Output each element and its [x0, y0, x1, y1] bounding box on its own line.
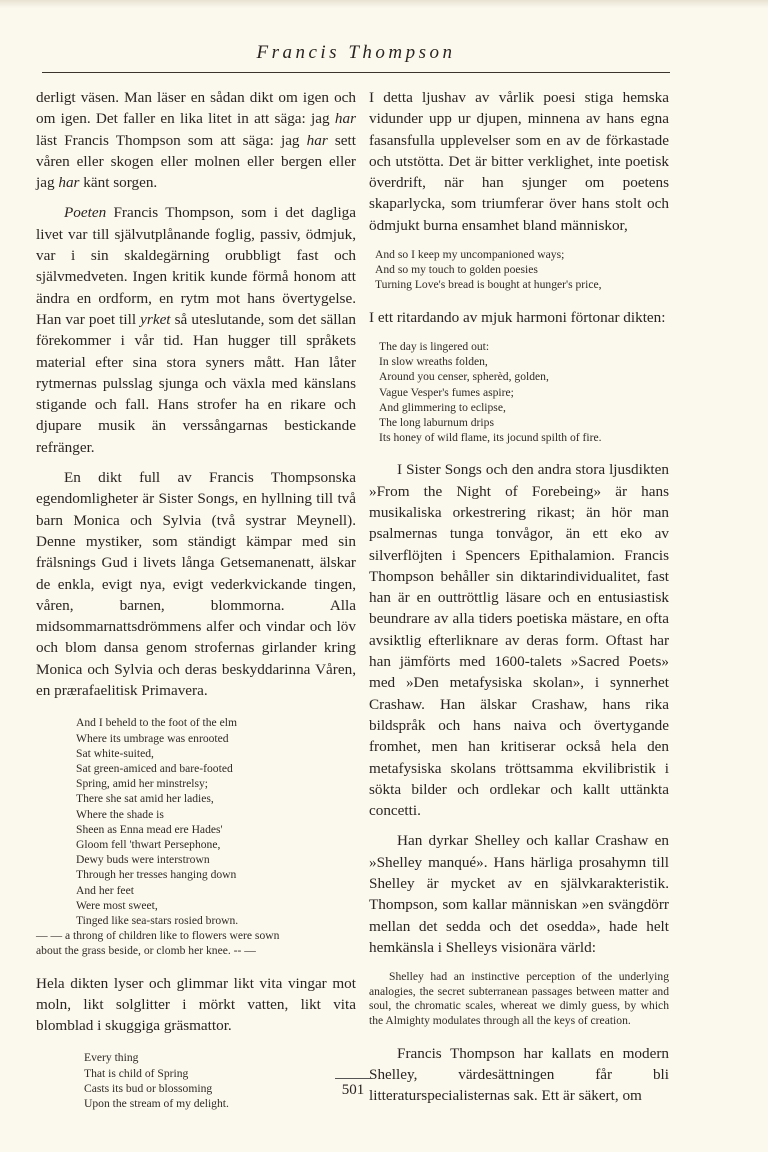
verse-line: Dewy buds were interstrown — [76, 853, 210, 867]
verse-line: Where the shade is — [76, 807, 164, 821]
right-column — [369, 87, 669, 1107]
verse-line: There she sat amid her ladies, — [76, 792, 214, 806]
verse-line: And so I keep my uncompanioned ways; — [375, 248, 565, 262]
verse-line: Its honey of wild flame, its jocund spilth of fire. — [379, 431, 602, 445]
running-head: Francis Thompson — [256, 42, 456, 63]
verse-quotation — [369, 339, 669, 445]
verse-line: And her feet — [76, 883, 134, 897]
paragraph: Han dyrkar Shelley och kallar Crashaw en »Shelley manqué». Hans härliga prosahymn till Shelley är mycket av en självkarakteristik. Thompson, som kallar människan »en svängdörr mellan det sedda och det osedda», hade helt hemkänsla i Shelleys visionära värld: — [369, 832, 669, 956]
verse-quotation — [36, 1050, 356, 1111]
verse-line: Sat white-suited, — [76, 746, 154, 760]
paragraph: I ett ritardando av mjuk harmoni förtonar dikten: — [369, 308, 666, 326]
verse-line: Tinged like sea-stars rosied brown. — [76, 913, 239, 927]
verse-line: And glimmering to eclipse, — [379, 400, 506, 414]
paragraph: Francis Thompson har kallats en modern Shelley, värdesättningen får bli litteraturspecialisternas sak. Ett är säkert, om — [369, 1044, 669, 1105]
paragraph: I Sister Songs och den andra stora ljusdikten »From the Night of Forebeing» är hans musikaliska orkestrering rikast; än hör man psalmernas tunga tonvågor, än ett eko av silverflöjten i Spencers Epithalamion. Francis Thompson behåller sin diktarindividualitet, fast han är en outtröttlig läsare och en entusiastisk beundrare av alla tiders poetiska mästare, en ofta avsiktlig efterliknare av deras form. Oftast har han jämförts med 1600-talets »Sacred Poets» med »Den metafysiska skolan», i synnerhet Crashaw. Han älskar Crashaw, hans rika bildspråk och hans naiva och övertygande fromhet, men han kritiserar också hela den metafysiska skolans tröttsamma ekvilibristik i sökta bilder och ordlekar och kallt uttänkta concetti. — [369, 461, 669, 820]
verse-line: Where its umbrage was enrooted — [76, 731, 229, 745]
verse-line: Every thing — [84, 1051, 139, 1065]
verse-line: Gloom fell 'thwart Persephone, — [76, 837, 221, 851]
page-number: 501 — [341, 1082, 365, 1098]
verse-line: Vague Vesper's fumes aspire; — [379, 385, 514, 399]
verse-line: Were most sweet, — [76, 898, 158, 912]
verse-line: Through her tresses hanging down — [76, 868, 237, 882]
page-edge-shadow — [0, 0, 768, 8]
paragraph: derligt väsen. Man läser en sådan dikt om igen och om igen. Det faller en lika litet in att säga: jag har läst Francis Thompson som att säga: jag har sett våren eller skogen eller molnen eller bergen eller jag har känt sorgen. — [36, 89, 356, 192]
emphasis: har — [306, 131, 328, 149]
paragraph: Poeten Francis Thompson, som i det dagliga livet var till självutplånande foglig, passiv, ödmjuk, var i sin skaldegärning orubbligt fast och självmedveten. Ingen kritik kunde förmå honom att ändra en ordform, en rytm mot hans övertygelse. Han var poet till yrket så uteslutande, som det sällan förekommer i vår tid. Han hugger till språkets material efter sina stora syners mått. Han låter rytmernas pulsslag sjunga och växla med känslans stigande och fall. Hans strofer ha en rikare och djupare musik än verssångarnas bestickande refränger. — [36, 204, 356, 456]
verse-line: Sat green-amiced and bare-footed — [76, 761, 233, 775]
verse-quotation — [36, 715, 356, 958]
emphasis: har — [334, 110, 356, 128]
verse-line: In slow wreaths folden, — [379, 355, 488, 369]
verse-line: Sheen as Enna mead ere Hades' — [76, 822, 223, 836]
verse-line: about the grass beside, or clomb her knee. -- — — [36, 944, 256, 958]
verse-line: Casts its bud or blossoming — [84, 1081, 213, 1095]
paragraph: Hela dikten lyser och glimmar likt vita vingar mot moln, likt solglitter i mörkt vatten, likt vita blomblad i skuggiga gräsmattor. — [36, 974, 356, 1035]
verse-line: Turning Love's bread is bought at hunger's price, — [375, 278, 602, 292]
emphasis: yrket — [140, 310, 171, 328]
verse-quotation — [369, 247, 669, 293]
verse-line: Upon the stream of my delight. — [84, 1097, 229, 1111]
header-rule — [42, 72, 670, 73]
verse-line: And so my touch to golden poesies — [375, 263, 538, 277]
emphasis: Poeten — [64, 204, 107, 222]
folio-rule — [335, 1078, 371, 1079]
verse-line: And I beheld to the foot of the elm — [76, 716, 237, 730]
verse-line: Spring, amid her minstrelsy; — [76, 777, 209, 791]
emphasis: har — [58, 174, 80, 192]
verse-line: Around you censer, spherèd, golden, — [379, 370, 549, 384]
paragraph: En dikt full av Francis Thompsonska egendomligheter är Sister Songs, en hyllning till två barn Monica och Sylvia (två systrar Meynell). Denne mystiker, som ständigt kämpar med sin frälsnings Gud i livets långa Getsemanenatt, älskar de enkla, evigt nya, evigt vederkvickande tingen, våren, barnen, blommorna. Alla midsommarnattsdrömmens alfer och vindar och löv och blom dansa genom strofernas girlander kring Monica och Sylvia och deras beskyddarinna Våren, en prærafaelitisk Primavera. — [36, 469, 356, 700]
verse-line: That is child of Spring — [84, 1066, 189, 1080]
prose-quotation: Shelley had an instinctive perception of the underlying analogies, the secret subterranean passages between matter and soul, the chromatic scales, whereat we dimly guess, by which the Almighty modulates through all the keys of creation. — [369, 970, 669, 1028]
left-column — [36, 87, 356, 1111]
verse-line: The day is lingered out: — [379, 339, 490, 353]
verse-line: — — a throng of children like to flowers were sown — [36, 929, 280, 943]
paragraph: I detta ljushav av vårlik poesi stiga hemska vidunder upp ur djupen, minnena av hans egna fasansfulla upplevelser som en av de förkastade och utstötta. Det är bitter verklighet, inte poetisk överdrift, när han sjunger om poetens skaparlycka, som triumferar över hans stolt och ödmjukt burna ensamhet bland människor, — [369, 89, 669, 234]
verse-line: The long laburnum drips — [379, 416, 494, 429]
